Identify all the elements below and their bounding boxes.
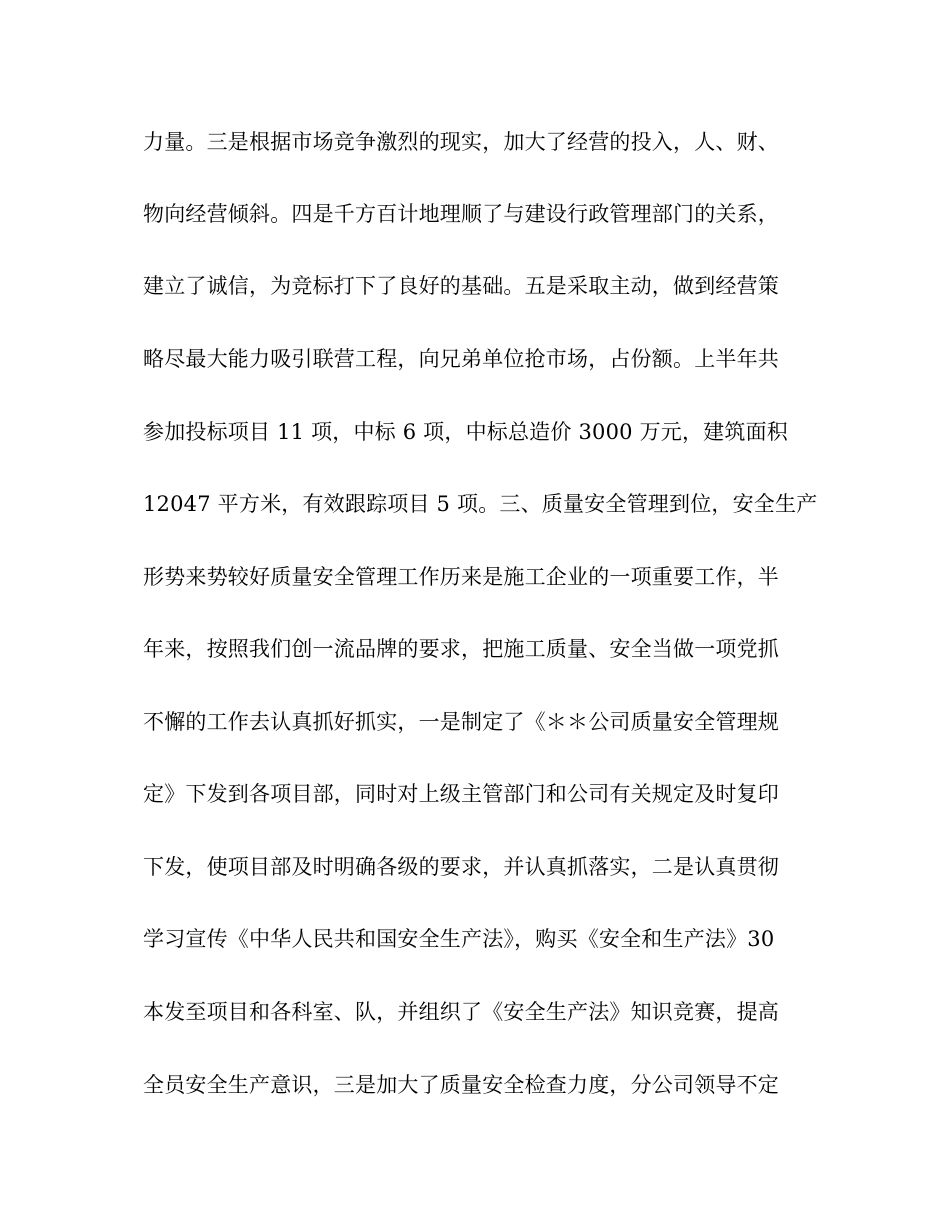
text-line: 形势来势较好质量安全管理工作历来是施工企业的一项重要工作，半 bbox=[143, 565, 779, 589]
text-line: 年来，按照我们创一流品牌的要求，把施工质量、安全当做一项党抓 bbox=[143, 637, 779, 661]
text-line: 建立了诚信，为竞标打下了良好的基础。五是采取主动，做到经营策 bbox=[143, 274, 779, 298]
text-line: 力量。三是根据市场竞争激烈的现实，加大了经营的投入，人、财、 bbox=[143, 130, 779, 154]
text-line: 物向经营倾斜。四是千方百计地理顺了与建设行政管理部门的关系， bbox=[143, 202, 779, 226]
text-line: 略尽最大能力吸引联营工程，向兄弟单位抢市场，占份额。上半年共 bbox=[143, 347, 779, 371]
text-line: 全员安全生产意识，三是加大了质量安全检查力度，分公司领导不定 bbox=[143, 1073, 779, 1097]
text-line: 12047 平方米，有效跟踪项目 5 项。三、质量安全管理到位，安全生产 bbox=[143, 492, 818, 516]
text-line: 参加投标项目 11 项，中标 6 项，中标总造价 3000 万元，建筑面积 bbox=[143, 420, 788, 444]
text-line: 本发至项目和各科室、队，并组织了《安全生产法》知识竞赛，提高 bbox=[143, 1000, 779, 1024]
text-line: 学习宣传《中华人民共和国安全生产法》，购买《安全和生产法》30 bbox=[143, 927, 775, 951]
text-line: 下发，使项目部及时明确各级的要求，并认真抓落实，二是认真贯彻 bbox=[143, 855, 779, 879]
text-line: 定》下发到各项目部，同时对上级主管部门和公司有关规定及时复印 bbox=[143, 782, 779, 806]
text-line: 不懈的工作去认真抓好抓实，一是制定了《＊＊公司质量安全管理规 bbox=[143, 710, 779, 734]
